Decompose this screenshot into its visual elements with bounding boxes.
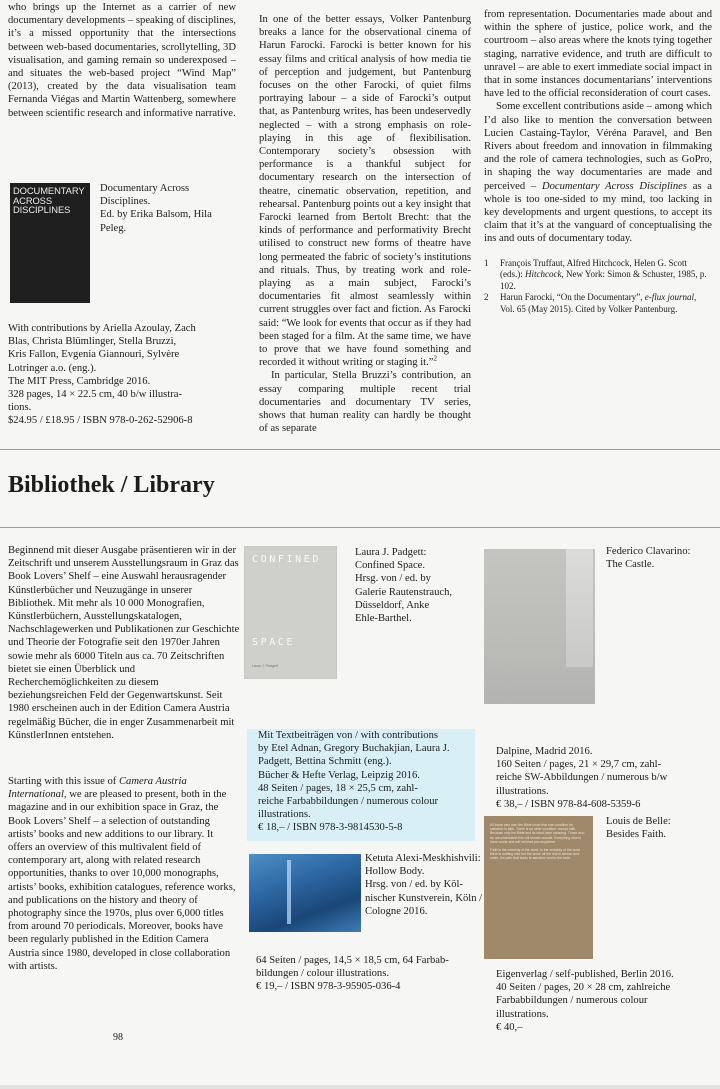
library-paragraph-en	[8, 775, 240, 973]
cover-line: DOCUMENTARY	[13, 185, 85, 196]
review-column-2	[259, 13, 471, 436]
cover-author: Laura J. Padgett	[252, 664, 278, 668]
book2-details-box	[247, 729, 475, 841]
footnotes	[484, 258, 712, 316]
book3-detail-line: reiche SW-Abbildungen / numerous b/w	[496, 772, 668, 784]
footnote	[484, 292, 712, 315]
book1-detail-line: With contributions by Ariella Azoulay, Zach	[8, 323, 196, 334]
book-cover-documentary-across-disciplines	[10, 183, 90, 303]
book2-detail-line: 48 Seiten / pages, 18 × 25,5 cm, zahl-	[258, 782, 418, 794]
book-cover-the-castle	[484, 549, 595, 704]
book2-detail-line: Mit Textbeiträgen von / with contributions	[258, 730, 439, 741]
footnote-text	[500, 258, 712, 293]
book4-details	[256, 954, 482, 994]
book4-title-block	[365, 852, 483, 918]
footnote-ref: 2	[433, 354, 437, 363]
review-column-3	[484, 8, 712, 316]
book5-detail-line: 40 Seiten / pages, 20 × 28 cm, zahlreiche	[496, 982, 671, 994]
book2-detail-line: Padgett, Bettina Schmitt (eng.).	[258, 756, 392, 768]
book3-detail-line: 160 Seiten / pages, 21 × 29,7 cm, zahl-	[496, 759, 662, 771]
book1-detail-line: Kris Fallon, Evgenia Giannouri, Sylvère	[8, 349, 180, 361]
book-cover-hollow-body	[249, 854, 361, 932]
book2-detail-line: by Etel Adnan, Gregory Buchakjian, Laura J.	[258, 743, 450, 755]
book4-title-line: nischer Kunstverein, Köln /	[365, 892, 483, 904]
book1-title-line: Documentary Across	[100, 183, 190, 194]
cover-line: ACROSS	[13, 194, 52, 206]
footnote-number: 2	[484, 292, 489, 303]
library-intro-english	[8, 775, 240, 973]
review-paragraph: In particular, Stella Bruzzi’s contribution, an essay comparing multiple recent trial documentaries and documentary TV series, shows that human reality can hardly be thought of as separate	[259, 370, 471, 435]
paragraph-text: In one of the better essays, Volker Pantenburg breaks a lance for the observational cinema of Harun Farocki. Farocki is better known for his essay films and critical analysis of how media tie of perception and judgement, but Pantenburg focuses on the other Farocki, of quiet films portraying labour – a side of Farocki’s output that, as Pantenburg writes, has been undeservedly neglected – with a strong emphasis on role-playing in this age of flexibilisation. Contemporary society’s obsession with performance is a thankful subject for documentary research on the intersection of theatre, cinematic observation, repetition, and rehearsal. Pantenburg points out a key insight that Farocki learned from Bertolt Brecht: that the kinds of performance and performativity Brecht utilised to construct new forms of theatre have long permeated the fabric of society’s institutions and rituals. Thus, by treating work and role-playing as a main subject, Farocki’s documentaries fit almost seamlessly within current struggles over fact and fiction. As Farocki said: “We look for events that occur as if they had been staged for a film. At the same time, we have to prove that we have found something and recorded it without writing or staging it.”	[259, 14, 471, 369]
book4-detail-line: bildungen / colour illustrations.	[256, 968, 389, 980]
book1-detail-line: Blas, Christa Blümlinger, Stella Bruzzi,	[8, 336, 177, 348]
book2-detail-line: illustrations.	[258, 809, 311, 821]
book5-title-line: Louis de Belle:	[606, 816, 671, 827]
book2-detail-line: € 18,– / ISBN 978-3-9814530-5-8	[258, 822, 403, 834]
footnote-text-part: François Truffaut, Alfred Hitchcock, Helen G. Scott (eds.):	[500, 257, 688, 280]
paragraph-text: Starting with this issue of	[8, 776, 119, 787]
book-cover-besides-faith	[484, 816, 593, 959]
book2-title-line: Hrsg. von / ed. by	[355, 573, 431, 585]
book2-details	[258, 729, 469, 835]
book1-detail-line: 328 pages, 14 × 22.5 cm, 40 b/w illustra-	[8, 389, 182, 401]
book2-title-line: Düsseldorf, Anke	[355, 599, 430, 611]
book2-title-line: Ehle-Barthel.	[355, 613, 412, 625]
book2-title-line: Confined Space.	[355, 560, 426, 572]
book1-detail-line: tions.	[8, 402, 32, 414]
paragraph-text: Some excellent contributions aside – among which I’d also like to mention the conversation between Lucien Castaing-Taylor, Véréna Paravel, and Ben Rivers about freedom and innovation in filmmaking and the role of camera technologies, such as GoPro, in shaping the way documentaries are made and perceived –	[484, 101, 712, 192]
paragraph-text: , we are pleased to present, both in the magazine and in our exhibition space in Graz, the Book Lovers’ Shelf – a selection of outstanding artists’ books and new additions to our library. It offers an overview of this multivalent field of contemporary art, along with related research opportunities, thanks to over 10,000 monographs, artists’ books, exhibition catalogues, reference works, and publications on the history and theory of photography since the 1970s, plus over 6,000 titles from around 70 periodicals. Moreover, books have been regularly published in the Edition Camera Austria since 1980, developed in close collaboration with artists.	[8, 789, 236, 972]
footnote-text-part: Harun Farocki, “On the Documentary”,	[500, 292, 645, 303]
book5-title-block	[606, 815, 716, 841]
book5-detail-line: € 40,–	[496, 1021, 523, 1033]
library-intro-german	[8, 544, 240, 742]
book5-detail-line: Eigenverlag / self-published, Berlin 2016.	[496, 969, 674, 980]
cover-photo-detail	[287, 860, 291, 924]
book1-title-line: Disciplines.	[100, 196, 151, 208]
book3-title-block	[606, 545, 716, 571]
book4-title-line: Hrsg. von / ed. by Köl-	[365, 879, 463, 891]
cover-title-bottom: SPACE	[252, 637, 296, 648]
book3-detail-line: Dalpine, Madrid 2016.	[496, 746, 593, 757]
section-heading: Bibliothek / Library	[8, 472, 215, 498]
book5-details	[496, 968, 720, 1034]
book-cover-confined-space	[244, 546, 337, 679]
footnote	[484, 258, 712, 293]
book5-detail-line: illustrations.	[496, 1008, 549, 1020]
cover-photo-detail	[566, 549, 593, 667]
book3-details	[496, 745, 720, 811]
book2-title-line: Galerie Rautenstrauch,	[355, 586, 453, 598]
review-column-1-intro	[8, 1, 236, 120]
magazine-title-emphasis: Camera Austria International	[8, 776, 187, 801]
book1-title-line: Ed. by Erika Balsom, Hila	[100, 209, 212, 221]
footnote-text-part: , Vol. 65 (May 2015). Cited by Volker Pantenburg.	[500, 292, 697, 315]
book3-detail-line: illustrations.	[496, 785, 549, 797]
book1-title-line: Peleg.	[100, 222, 127, 234]
book1-detail-line: Lotringer a.o. (eng.).	[8, 362, 97, 374]
review-paragraph: from representation. Documentaries made about and within the sphere of justice, police work, and the courtroom – also areas where the knots tying together staging, narrative evidence, and truth are difficult to unravel – are able to exert immediate social impact in that in some instances documentarians’ interventions have led to the official reconsideration of court cases.	[484, 9, 712, 100]
book4-title-line: Hollow Body.	[365, 866, 425, 878]
review-paragraph	[484, 100, 712, 245]
book5-title-line: Besides Faith.	[606, 829, 667, 841]
book2-detail-line: reiche Farbabbildungen / numerous colour	[258, 796, 439, 808]
page-bottom-edge	[0, 1085, 720, 1089]
heading-divider	[0, 527, 720, 528]
book2-detail-line: Bücher & Hefte Verlag, Leipzig 2016.	[258, 769, 420, 781]
footnote-emphasis: Hitchcock	[525, 269, 562, 280]
footnote-number: 1	[484, 257, 489, 268]
footnote-emphasis: e-flux journal	[644, 292, 694, 303]
book3-detail-line: € 38,– / ISBN 978-84-608-5359-6	[496, 798, 641, 810]
section-divider	[0, 449, 720, 450]
book4-title-line: Ketuta Alexi-Meskhishvili:	[365, 853, 481, 864]
book5-detail-line: Farbabbildungen / numerous colour	[496, 995, 648, 1007]
cover-text: Faith is the certainty of the word. In the certainty of the word there is nothing else but the word: all the rest is silence and noise, the path that leads to salvation and to the truth.	[490, 848, 580, 861]
cover-line: DISCIPLINES	[13, 204, 71, 216]
review-paragraph: who brings up the Internet as a carrier of new documentary developments – speaking of disciplines, it’s a missed opportunity that the intersections between web-based documentaries, scrollytelling, 3D visualisation, and gaming remain so underexposed – and situates the web-based project “Wind Map” (2013), created by the data visualisation team Fernanda Viégas and Martin Wattenberg, somewhere between scientific research and informative narrative.	[8, 2, 236, 119]
book2-title-block	[355, 546, 485, 625]
book1-detail-line: $24.95 / £18.95 / ISBN 978-0-262-52906-8	[8, 415, 193, 427]
book1-title-block	[100, 182, 240, 235]
book3-title-line: The Castle.	[606, 559, 655, 571]
paragraph-text: as a whole is too one-sided to my mind, too lacking in key developments and urgent questions, to accept its claim that it’s at the vanguard of conceptualising the ins and outs of documentary today.	[484, 180, 712, 245]
book1-details-block	[8, 322, 238, 428]
cover-text: All those who own the Bible know that one condition for salvation is faith. There is no other condition: except faith. Because only the Bible and its word have meaning. Those who do not understand this will remain outside. Everything else is mere words and will not lead you anywhere.	[490, 823, 585, 844]
book4-title-line: Cologne 2016.	[365, 905, 428, 917]
library-paragraph-de: Beginnend mit dieser Ausgabe präsentieren wir in der Zeitschrift und unserem Ausstellungsraum in Graz das Book Lovers’ Shelf – eine Auswahl herausragender Künstlerbücher und Neuzugänge in unserer Bibliothek. Mit mehr als 10 000 Monografien, Künstlerbüchern, Ausstellungskatalogen, Nachschlagewerken und Publikationen zur Geschichte und Theorie der Fotografie seit den 1970er Jahren sowie mehr als 6000 Titeln aus ca. 70 Zeitschriften bietet sie einen Überblick und Recherchemöglichkeiten zu diesem beziehungsreichen Feld der Gegenwartskunst. Seit 1980 erscheinen auch in der Edition Camera Austria regelmäßig Bücher, die in enger Zusammenarbeit mit KünstlerInnen entstehen.	[8, 545, 240, 741]
footnote-text-part: , New York: Simon & Schuster, 1985, p. 102.	[500, 269, 707, 291]
book4-detail-line: 64 Seiten / pages, 14,5 × 18,5 cm, 64 Farbab-	[256, 955, 449, 966]
book-title-emphasis: Documentary Across Disciplines	[541, 180, 687, 192]
page-number: 98	[113, 1032, 123, 1043]
book1-detail-line: The MIT Press, Cambridge 2016.	[8, 375, 151, 387]
cover-title-top: CONFINED	[252, 554, 321, 565]
review-paragraph	[259, 13, 471, 369]
book4-detail-line: € 19,– / ISBN 978-3-95905-036-4	[256, 981, 401, 993]
footnote-text	[500, 292, 712, 315]
book3-title-line: Federico Clavarino:	[606, 546, 691, 557]
book2-title-line: Laura J. Padgett:	[355, 547, 427, 558]
